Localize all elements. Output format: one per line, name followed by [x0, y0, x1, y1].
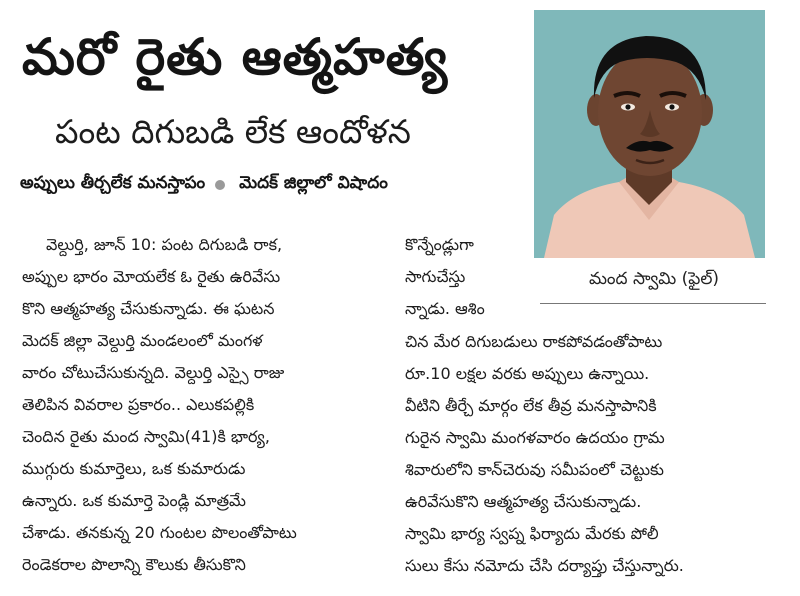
- person-photo: [534, 10, 765, 258]
- portrait-illustration: [534, 10, 765, 258]
- body-line: కొన్నేండ్లుగా: [405, 235, 474, 254]
- photo-caption: మంద స్వామి (ఫైల్): [588, 269, 720, 289]
- body-line: చేశాడు. తనకున్న 20 గుంటల పొలంతోపాటు: [22, 523, 297, 542]
- body-line: స్వామి భార్య స్వప్న ఫిర్యాదు మేరకు పోలీ: [405, 524, 659, 543]
- body-line: మెదక్ జిల్లా వెల్దుర్తి మండలంలో మంగళ: [22, 331, 263, 350]
- body-line: వారం చోటుచేసుకున్నది. వెల్దుర్తి ఎస్సై రాజు: [22, 363, 285, 382]
- body-line: వెల్దుర్తి, జూన్ 10: పంట దిగుబడి రాక,: [46, 235, 283, 254]
- right-column-top: [405, 229, 535, 325]
- body-line: కొని ఆత్మహత్య చేసుకున్నాడు. ఈ ఘటన: [22, 299, 275, 318]
- left-pupil: [625, 104, 630, 109]
- body-line: అప్పుల భారం మోయలేక ఓ రైతు ఉరివేసు: [22, 267, 281, 286]
- right-column: [405, 326, 777, 582]
- body-line: గురైన స్వామి మంగళవారం ఉదయం గ్రామ: [405, 428, 665, 447]
- kicker-left: అప్పులు తీర్చలేక మనస్తాపం: [20, 173, 206, 193]
- body-line: ముగ్గురు కుమార్తెలు, ఒక కుమారుడు: [22, 459, 246, 478]
- caption-divider: [540, 303, 766, 304]
- body-line: సులు కేసు నమోదు చేసి దర్యాప్తు చేస్తున్నారు.: [405, 556, 684, 575]
- body-line: ఉన్నారు. ఒక కుమార్తె పెండ్లి మాత్రమే: [22, 491, 246, 510]
- kicker-right: మెదక్ జిల్లాలో విషాదం: [239, 173, 388, 193]
- body-line: ఉరివేసుకొని ఆత్మహత్య చేసుకున్నాడు.: [405, 492, 642, 511]
- kicker-line: [20, 168, 532, 202]
- subheadline: పంట దిగుబడి లేక ఆందోళన: [55, 112, 411, 151]
- body-line: న్నాడు. ఆశిం: [405, 299, 485, 318]
- body-line: సాగుచేస్తు: [405, 267, 466, 286]
- body-line: చిన మేర దిగుబడులు రాకపోవడంతోపాటు: [405, 332, 663, 351]
- bullet-icon: [215, 180, 225, 190]
- body-line: రూ.10 లక్షల వరకు అప్పులు ఉన్నాయి.: [405, 364, 650, 383]
- headline: మరో రైతు ఆత్మహత్య: [22, 28, 449, 86]
- right-pupil: [669, 104, 674, 109]
- body-line: తెలిపిన వివరాల ప్రకారం.. ఎలుకపల్లికి: [22, 395, 255, 414]
- body-line: వీటిని తీర్చే మార్గం లేక తీవ్ర మనస్తాపానికి: [405, 396, 657, 415]
- body-line: రెండెకరాల పొలాన్ని కౌలుకు తీసుకొని: [22, 555, 246, 574]
- body-line: చెందిన రైతు మంద స్వామి(41)కి భార్య,: [22, 427, 270, 446]
- left-column: [22, 229, 398, 581]
- body-line: శివారులోని కాన్‌చెరువు సమీపంలో చెట్టుకు: [405, 460, 664, 479]
